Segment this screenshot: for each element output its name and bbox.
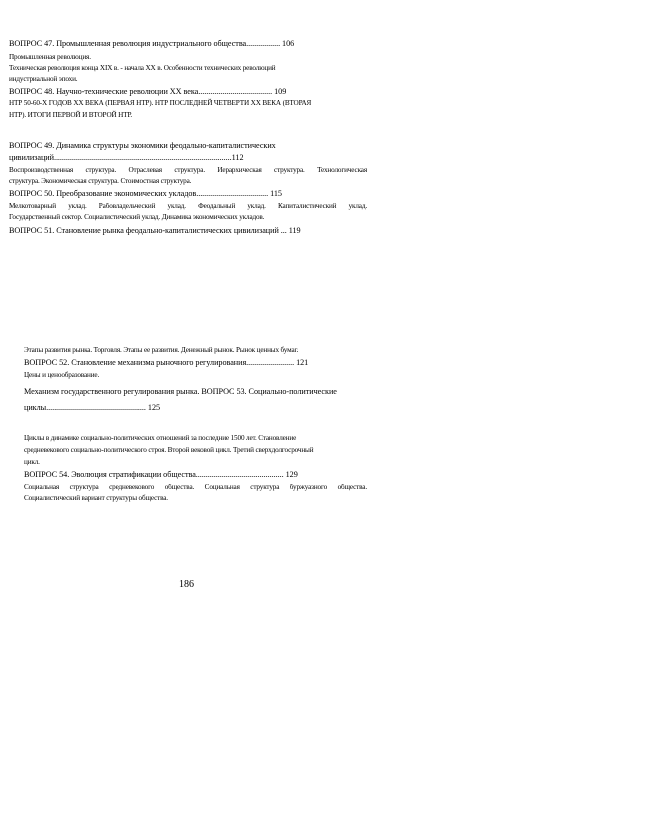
toc-subtopics-q47: Техническая революция конца XIX в. - начала XX в. Особенности технических революций [9, 64, 276, 72]
toc-subtopics-q54: Социальная структура средневекового общества. Социальная структура буржуазного общества. [24, 484, 367, 491]
toc-subtopics-q47: Промышленная революция. [9, 53, 91, 61]
toc-entry-q49: ВОПРОС 49. Динамика структуры экономики феодально-капиталистических [9, 141, 276, 150]
toc-subtopics-q50: Государственный сектор. Социалистический уклад. Динамика экономических укладов. [9, 213, 265, 221]
toc-subtopics-q47: индустриальной эпохи. [9, 75, 78, 83]
toc-subtopics-q52: Цены и ценообразование. [24, 371, 100, 379]
toc-entry-q47: ВОПРОС 47. Промышленная революция индустриального общества................. 106 [9, 39, 295, 48]
toc-entry-q54: ВОПРОС 54. Эволюция стратификации общества............................................ 129 [24, 470, 298, 479]
toc-subtopics-q53: средневекового социально-политического строя. Второй вековой цикл. Третий сверхдолгосрочный [24, 446, 314, 454]
toc-subtopics-q48: НТР). ИТОГИ ПЕРВОЙ И ВТОРОЙ НТР. [9, 111, 133, 119]
toc-subtopics-q49: Воспроизводственная структура. Отраслевая структура. Иерархическая структура. Технологическая [9, 167, 367, 174]
page-number: 186 [179, 579, 194, 590]
toc-entry-q51: ВОПРОС 51. Становление рынка феодально-капиталистических цивилизаций ... 119 [9, 226, 301, 235]
toc-entry-q53-cont: циклы.................................................. 125 [24, 403, 161, 412]
toc-entry-q48: ВОПРОС 48. Научно-технические революции XX века..................................... 109 [9, 87, 287, 96]
toc-subtopics-q53: Циклы в динамике социально-политических отношений за последние 1500 лет. Становление [24, 434, 297, 442]
toc-subtopics-q53: цикл. [24, 458, 40, 466]
toc-entry-q52: ВОПРОС 52. Становление механизма рыночного регулирования........................ 121 [24, 358, 309, 367]
toc-subtopics-q51: Этапы развития рынка. Торговля. Этапы ее развития. Денежный рынок. Рынок ценных бумаг. [24, 346, 299, 354]
toc-subtopics-q50: Мелкотоварный уклад. Рабовладельческий уклад. Феодальный уклад. Капиталистический уклад. [9, 203, 367, 210]
toc-entry-q53: Механизм государственного регулирования рынка. ВОПРОС 53. Социально-политические [24, 387, 337, 396]
toc-subtopics-q49: структура. Экономическая структура. Стоимостная структура. [9, 177, 192, 185]
toc-subtopics-q54: Социалистический вариант структуры общества. [24, 494, 168, 502]
toc-entry-q49-cont: цивилизаций.........................................................................................112 [9, 153, 244, 162]
toc-subtopics-q48: НТР 50-60-Х ГОДОВ XX ВЕКА (ПЕРВАЯ НТР). НТР ПОСЛЕДНЕЙ ЧЕТВЕРТИ XX ВЕКА (ВТОРАЯ [9, 99, 312, 107]
toc-entry-q50: ВОПРОС 50. Преобразование экономических укладов.................................... 115 [9, 189, 282, 198]
